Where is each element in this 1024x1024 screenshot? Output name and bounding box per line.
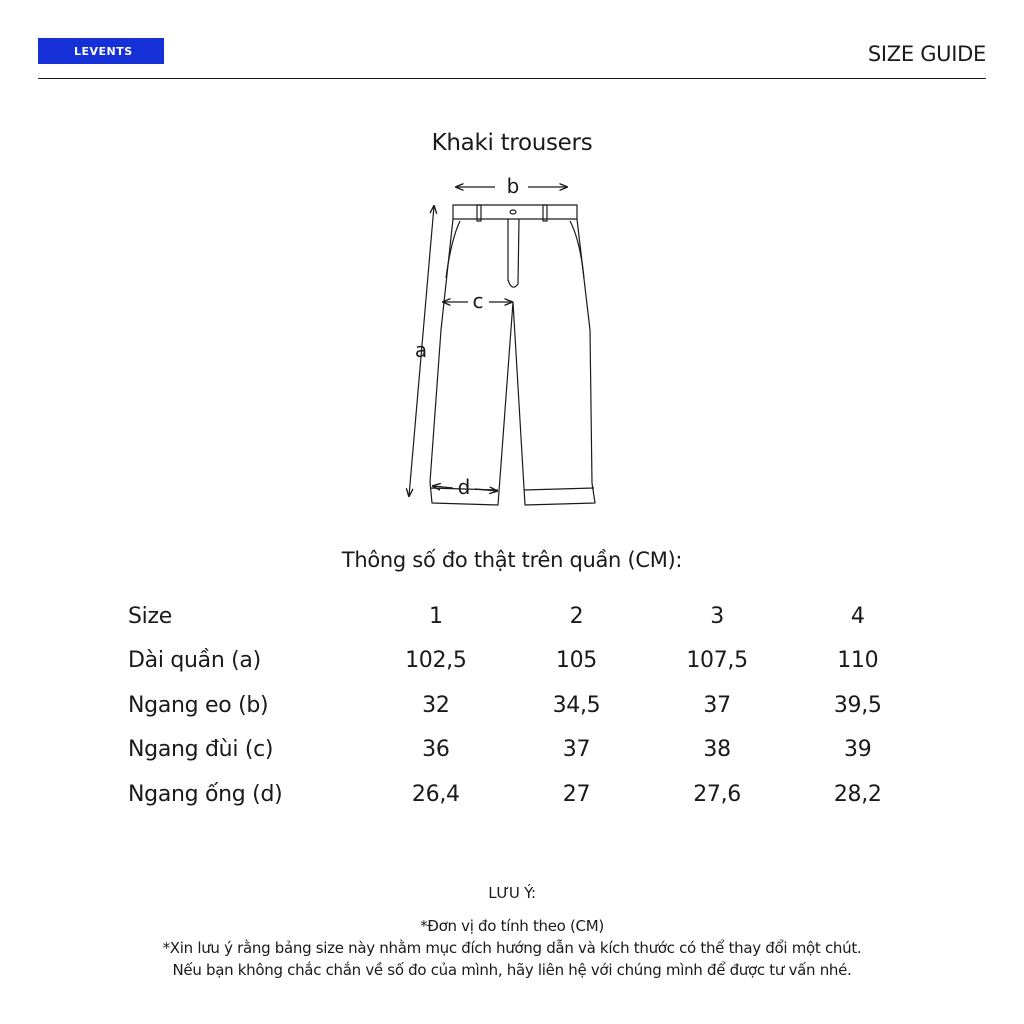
table-row [128, 728, 928, 773]
product-title: Khaki trousers [431, 130, 593, 156]
table-cell: 37 [562, 737, 591, 763]
table-cell: 34,5 [552, 692, 601, 718]
page-title: SIZE GUIDE [867, 42, 986, 66]
table-cell: 26,4 [411, 781, 460, 807]
table-header-row [128, 594, 928, 639]
note-line: *Đơn vị đo tính theo (CM) [420, 917, 604, 935]
table-cell: 27 [562, 781, 591, 807]
brand-name: LEVENTS [74, 44, 133, 58]
row-label: Ngang đùi (c) [128, 737, 274, 763]
size-header-cell: 3 [710, 603, 724, 629]
size-header-cell: 2 [569, 603, 584, 629]
brand-logo [38, 38, 164, 64]
notes-heading: LƯU Ý: [488, 884, 536, 902]
table-cell: 107,5 [686, 648, 748, 674]
table-cell: 110 [837, 648, 879, 674]
table-cell: 37 [703, 692, 731, 718]
table-cell: 28,2 [833, 781, 882, 807]
note-line: *Xin lưu ý rằng bảng size này nhằm mục đích hướng dẫn và kích thước có thể thay đổi một chút. [162, 939, 862, 957]
header-divider [38, 78, 986, 79]
label-d: d [457, 475, 471, 499]
note-line: Nếu bạn không chắc chắn về số đo của mình, hãy liên hệ với chúng mình để được tư vấn nhé. [172, 961, 852, 979]
row-label: Ngang ống (d) [128, 781, 283, 807]
label-b: b [506, 174, 520, 198]
table-cell: 105 [555, 648, 597, 674]
table-cell: 32 [422, 692, 450, 718]
table-cell: 102,5 [405, 648, 467, 674]
table-row [128, 683, 928, 728]
table-cell: 39,5 [833, 692, 882, 718]
label-a: a [414, 338, 428, 362]
label-c: c [472, 289, 484, 313]
spec-heading: Thông số đo thật trên quần (CM): [341, 548, 683, 572]
row-label: Dài quần (a) [128, 648, 261, 674]
size-header-cell: 1 [428, 603, 443, 629]
size-header-label: Size [128, 603, 172, 629]
table-cell: 36 [422, 737, 450, 763]
size-header-cell: 4 [850, 603, 865, 629]
notes-section [0, 884, 1024, 981]
table-cell: 39 [844, 737, 872, 763]
table-cell: 38 [703, 737, 731, 763]
table-row [128, 772, 928, 817]
row-label: Ngang eo (b) [128, 692, 269, 718]
table-row [128, 639, 928, 684]
trousers-diagram [398, 168, 598, 512]
size-table [128, 594, 928, 817]
table-cell: 27,6 [693, 781, 741, 807]
